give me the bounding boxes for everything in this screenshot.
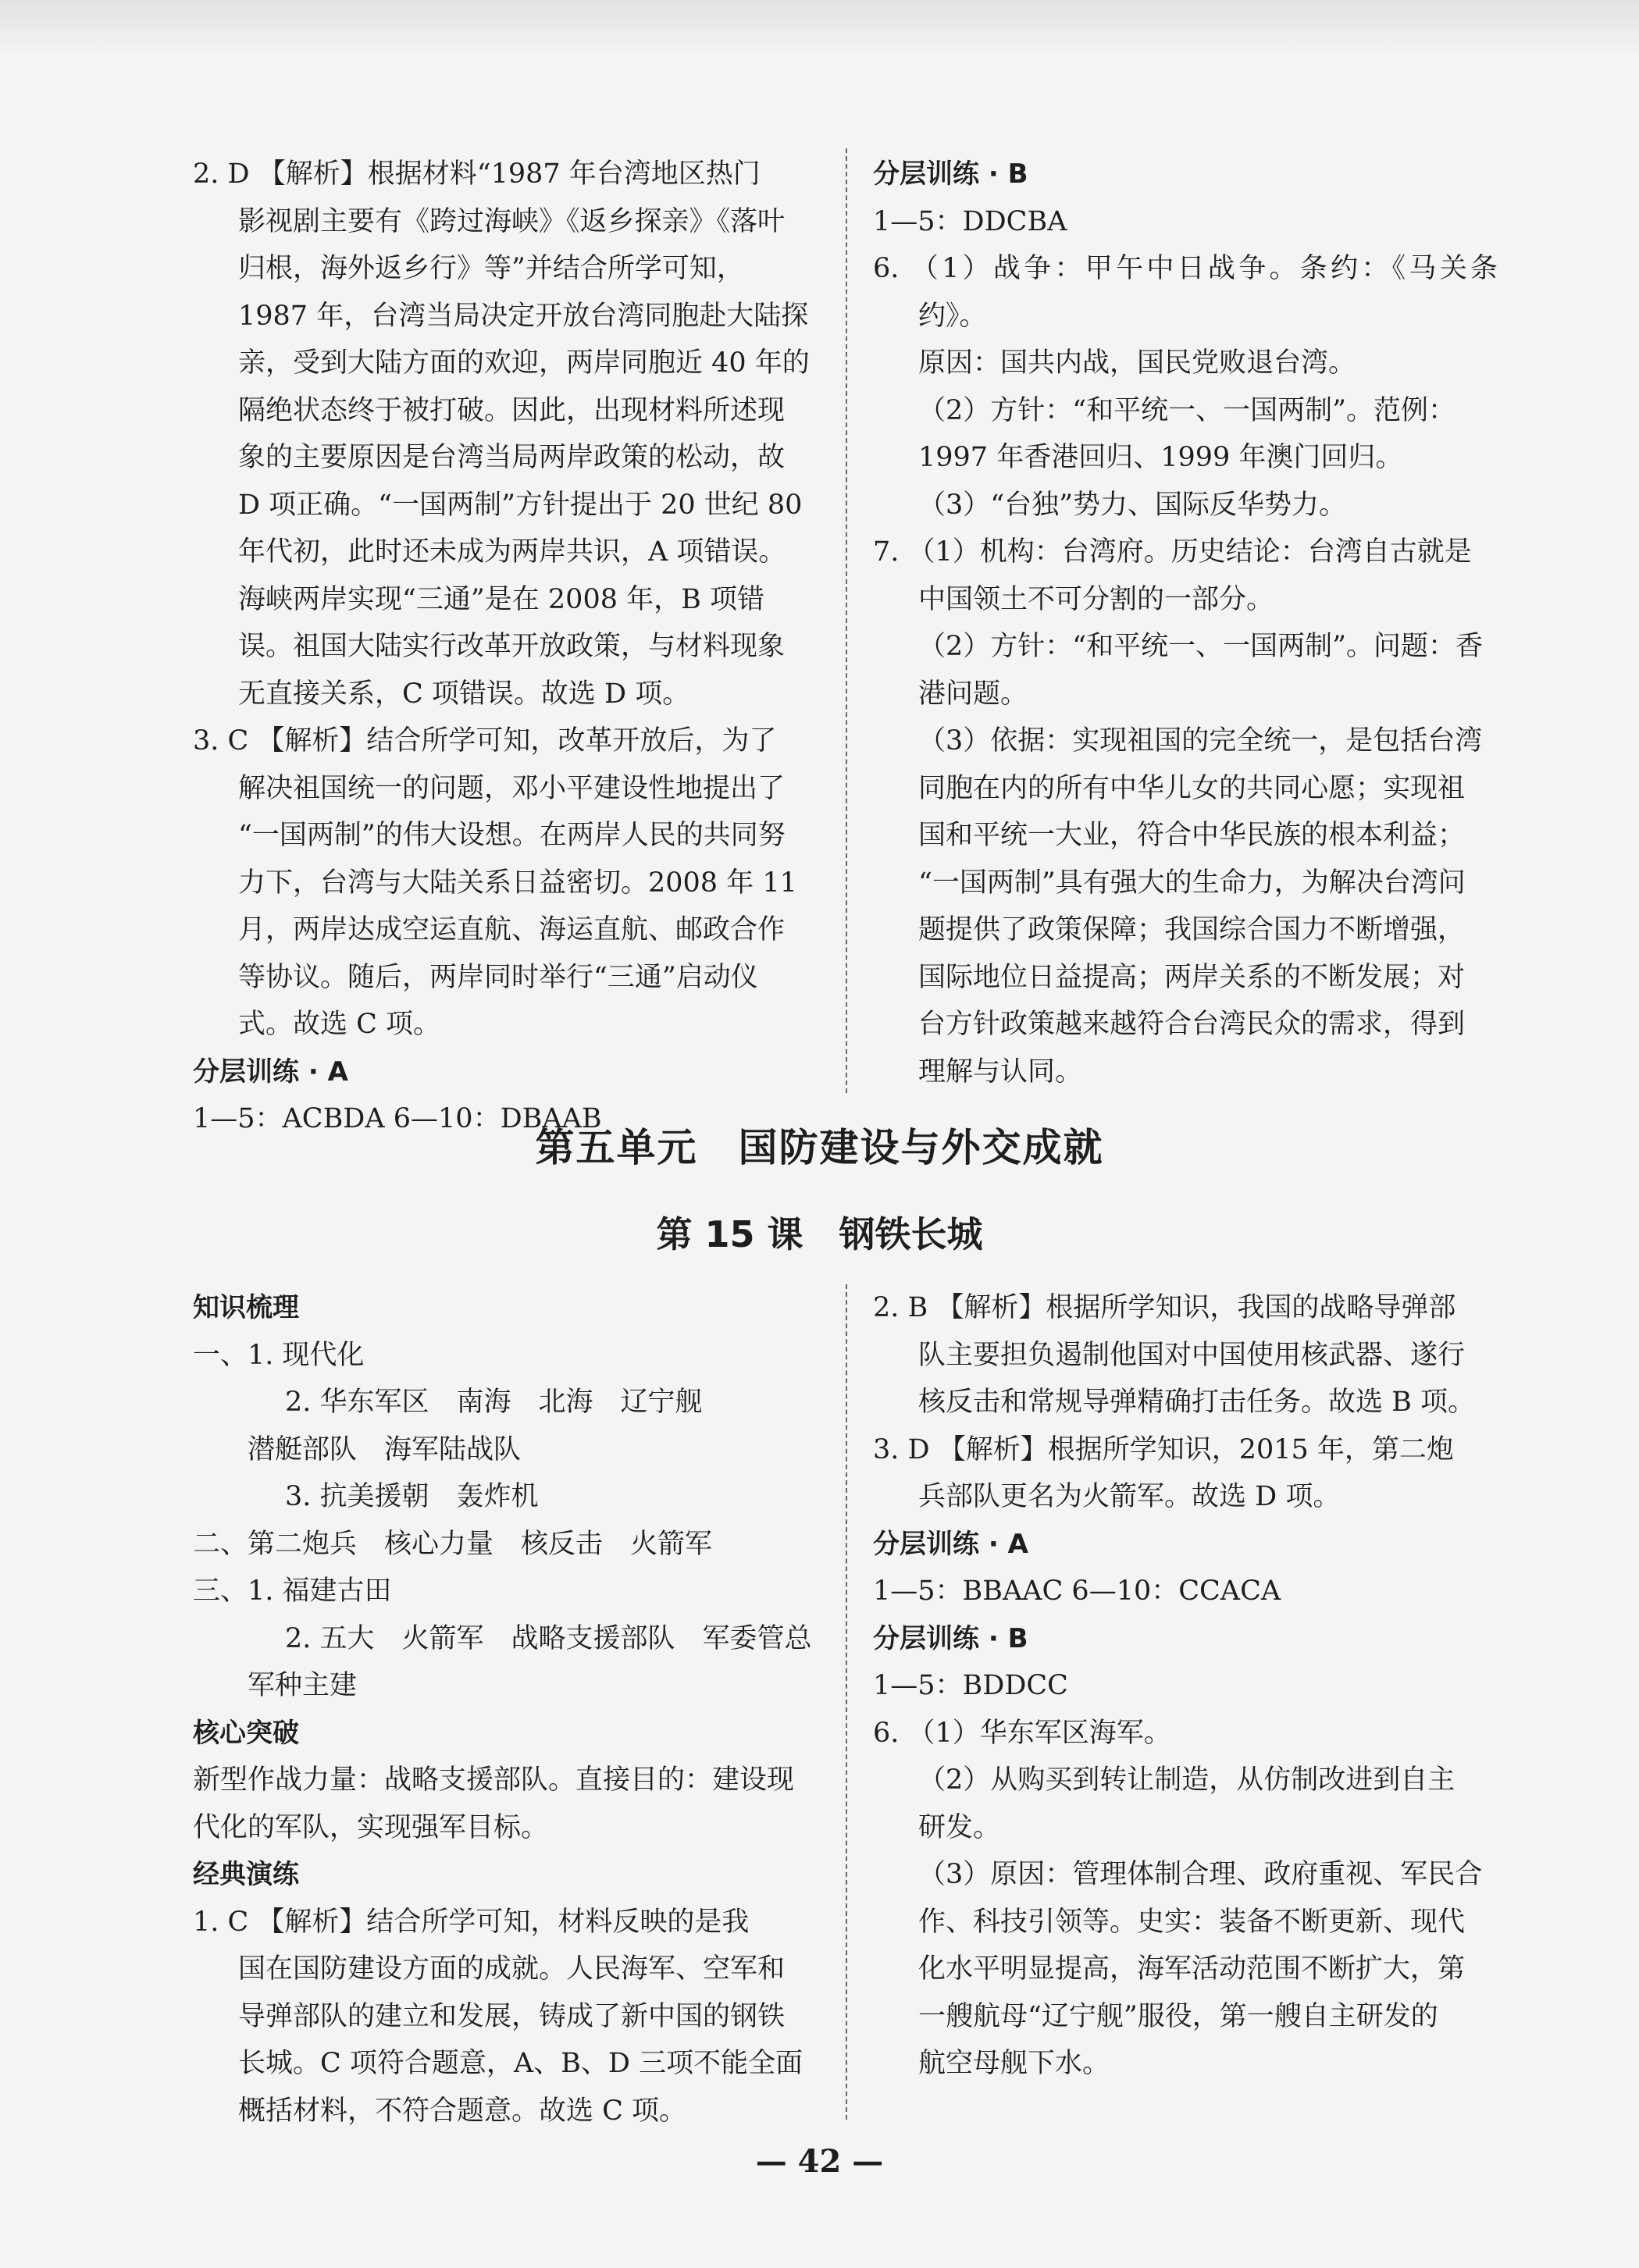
upper-q7-l12: 理解与认同。 xyxy=(918,1056,1083,1088)
upper-heading-b: 分层训练 · B xyxy=(873,158,1028,190)
upper-q7-l11: 台方针政策越来越符合台湾民众的需求，得到 xyxy=(918,1009,1466,1040)
lower-right-column xyxy=(873,1284,1498,2088)
upper-q2-l1: 2. D 【解析】根据材料“1987 年台湾地区热门 xyxy=(193,158,761,190)
lesson-title: 第 15 课 钢铁长城 xyxy=(656,1213,983,1255)
upper-q2-l11: 误。祖国大陆实行改革开放政策，与材料现象 xyxy=(238,631,786,662)
upper-q3-l2: 解决祖国统一的问题，邓小平建设性地提出了 xyxy=(238,772,786,804)
upper-heading-a: 分层训练 · A xyxy=(193,1056,348,1088)
lower-column-divider xyxy=(846,1284,847,2120)
upper-q3-l7: 式。故选 C 项。 xyxy=(238,1009,441,1040)
upper-right-column xyxy=(873,151,1498,1095)
upper-q6-l5: （3）“台独”势力、国际反华势力。 xyxy=(918,489,1347,521)
upper-answers-b: 1—5：DDCBA xyxy=(873,205,1067,237)
lower-q6-l5: 作、科技引领等。史实：装备不断更新、现代 xyxy=(918,1906,1466,1938)
knowledge-l3: 潜艇部队 海军陆战队 xyxy=(248,1433,522,1465)
knowledge-l6: 三、1. 福建古田 xyxy=(193,1575,392,1607)
upper-q7-l10: 国际地位日益提高；两岸关系的不断发展；对 xyxy=(918,961,1466,993)
unit-title: 第五单元 国防建设与外交成就 xyxy=(535,1125,1104,1170)
classic-q1-l3: 导弹部队的建立和发展，铸成了新中国的钢铁 xyxy=(238,2000,786,2032)
upper-q6-l2: 原因：国共内战，国民党败退台湾。 xyxy=(918,347,1356,379)
upper-q7-l1: 7. （1）机构：台湾府。历史结论：台湾自古就是 xyxy=(873,536,1472,568)
upper-q6-l3: （2）方针：“和平统一、一国两制”。范例： xyxy=(918,394,1456,426)
upper-q3-l3: “一国两制”的伟大设想。在两岸人民的共同努 xyxy=(238,820,786,851)
upper-q3-l6: 等协议。随后，两岸同时举行“三通”启动仪 xyxy=(238,961,758,993)
upper-q2-l7: 象的主要原因是台湾当局两岸政策的松动，故 xyxy=(238,442,786,473)
heading-knowledge: 知识梳理 xyxy=(193,1292,299,1323)
upper-q2-l12: 无直接关系，C 项错误。故选 D 项。 xyxy=(238,678,690,710)
lower-q6-l3: 研发。 xyxy=(918,1811,1001,1843)
lower-q3-l2: 兵部队更名为火箭军。故选 D 项。 xyxy=(918,1481,1341,1512)
upper-q2-l4: 1987 年，台湾当局决定开放台湾同胞赴大陆探 xyxy=(238,300,809,332)
classic-q1-l5: 概括材料，不符合题意。故选 C 项。 xyxy=(238,2095,687,2127)
lower-answers-b: 1—5：BDDCC xyxy=(873,1670,1068,1701)
lower-q2-l2: 队主要担负遏制他国对中国使用核武器、遂行 xyxy=(918,1339,1466,1371)
upper-column-divider xyxy=(846,148,847,1093)
knowledge-l8: 军种主建 xyxy=(248,1670,358,1701)
upper-q2-l10: 海峡两岸实现“三通”是在 2008 年，B 项错 xyxy=(238,583,764,615)
upper-q3-l1: 3. C 【解析】结合所学可知，改革开放后，为了 xyxy=(193,725,777,757)
upper-q3-l5: 月，两岸达成空运直航、海运直航、邮政合作 xyxy=(238,914,786,945)
upper-q7-l4: 港问题。 xyxy=(918,678,1028,710)
lower-q2-l3: 核反击和常规导弹精确打击任务。故选 B 项。 xyxy=(918,1387,1475,1418)
core-l1: 新型作战力量：战略支援部队。直接目的：建设现 xyxy=(193,1764,795,1796)
upper-q2-l9: 年代初，此时还未成为两岸共识，A 项错误。 xyxy=(238,536,786,568)
classic-q1-l2: 国在国防建设方面的成就。人民海军、空军和 xyxy=(238,1953,786,1985)
knowledge-l2: 2. 华东军区 南海 北海 辽宁舰 xyxy=(285,1387,703,1418)
lower-q6-l4: （3）原因：管理体制合理、政府重视、军民合 xyxy=(918,1859,1483,1890)
heading-classic: 经典演练 xyxy=(193,1859,299,1890)
lower-q3-l1: 3. D 【解析】根据所学知识，2015 年，第二炮 xyxy=(873,1433,1454,1465)
lower-q2-l1: 2. B 【解析】根据所学知识，我国的战略导弹部 xyxy=(873,1292,1456,1323)
lower-q6-l1: 6. （1）华东军区海军。 xyxy=(873,1717,1171,1749)
upper-q2-l6: 隔绝状态终于被打破。因此，出现材料所述现 xyxy=(238,394,786,426)
upper-q2-l2: 影视剧主要有《跨过海峡》《返乡探亲》《落叶 xyxy=(238,205,786,237)
upper-q6-l1: 6. （1）战争：甲午中日战争。条约：《马关条约》。 xyxy=(873,253,1498,332)
upper-q7-l9: 题提供了政策保障；我国综合国力不断增强， xyxy=(918,914,1466,945)
lower-q6-l7: 一艘航母“辽宁舰”服役，第一艘自主研发的 xyxy=(918,2000,1438,2032)
core-l2: 代化的军队，实现强军目标。 xyxy=(193,1811,549,1843)
scan-top-shadow xyxy=(0,0,1639,55)
upper-q2-l5: 亲，受到大陆方面的欢迎，两岸同胞近 40 年的 xyxy=(238,347,810,379)
upper-q2-l3: 归根，海外返乡行》等”并结合所学可知， xyxy=(238,253,744,284)
page-number: — 42 — xyxy=(755,2143,884,2180)
upper-left-column xyxy=(193,151,818,1143)
lower-heading-b: 分层训练 · B xyxy=(873,1622,1028,1654)
upper-q7-l2: 中国领土不可分割的一部分。 xyxy=(918,583,1274,615)
upper-q7-l3: （2）方针：“和平统一、一国两制”。问题：香 xyxy=(918,631,1484,662)
lower-q6-l2: （2）从购买到转让制造，从仿制改进到自主 xyxy=(918,1764,1456,1796)
upper-q7-l8: “一国两制”具有强大的生命力，为解决台湾问 xyxy=(918,867,1466,899)
upper-q7-l5: （3）依据：实现祖国的完全统一，是包括台湾 xyxy=(918,725,1483,757)
upper-q6-l4: 1997 年香港回归、1999 年澳门回归。 xyxy=(918,442,1403,473)
lower-answers-a: 1—5：BBAAC 6—10：CCACA xyxy=(873,1575,1281,1607)
knowledge-l1: 一、1. 现代化 xyxy=(193,1339,365,1371)
knowledge-l7: 2. 五大 火箭军 战略支援部队 军委管总 xyxy=(285,1622,812,1654)
classic-q1-l1: 1. C 【解析】结合所学可知，材料反映的是我 xyxy=(193,1906,750,1938)
lower-q6-l8: 航空母舰下水。 xyxy=(918,2048,1110,2079)
classic-q1-l4: 长城。C 项符合题意，A、B、D 三项不能全面 xyxy=(238,2048,803,2079)
knowledge-l4: 3. 抗美援朝 轰炸机 xyxy=(285,1481,539,1512)
knowledge-l5: 二、第二炮兵 核心力量 核反击 火箭军 xyxy=(193,1528,713,1560)
upper-answers-a: 1—5：ACBDA 6—10：DBAAB xyxy=(193,1103,602,1134)
lower-q6-l6: 化水平明显提高，海军活动范围不断扩大，第 xyxy=(918,1953,1466,1985)
upper-q3-l4: 力下，台湾与大陆关系日益密切。2008 年 11 xyxy=(238,867,797,899)
lower-left-column xyxy=(193,1284,818,2134)
upper-q7-l6: 同胞在内的所有中华儿女的共同心愿；实现祖 xyxy=(918,772,1466,804)
heading-core: 核心突破 xyxy=(193,1717,299,1749)
upper-q7-l7: 国和平统一大业，符合中华民族的根本利益； xyxy=(918,820,1466,851)
upper-q2-l8: D 项正确。“一国两制”方针提出于 20 世纪 80 xyxy=(238,489,803,521)
lower-heading-a: 分层训练 · A xyxy=(873,1528,1028,1560)
